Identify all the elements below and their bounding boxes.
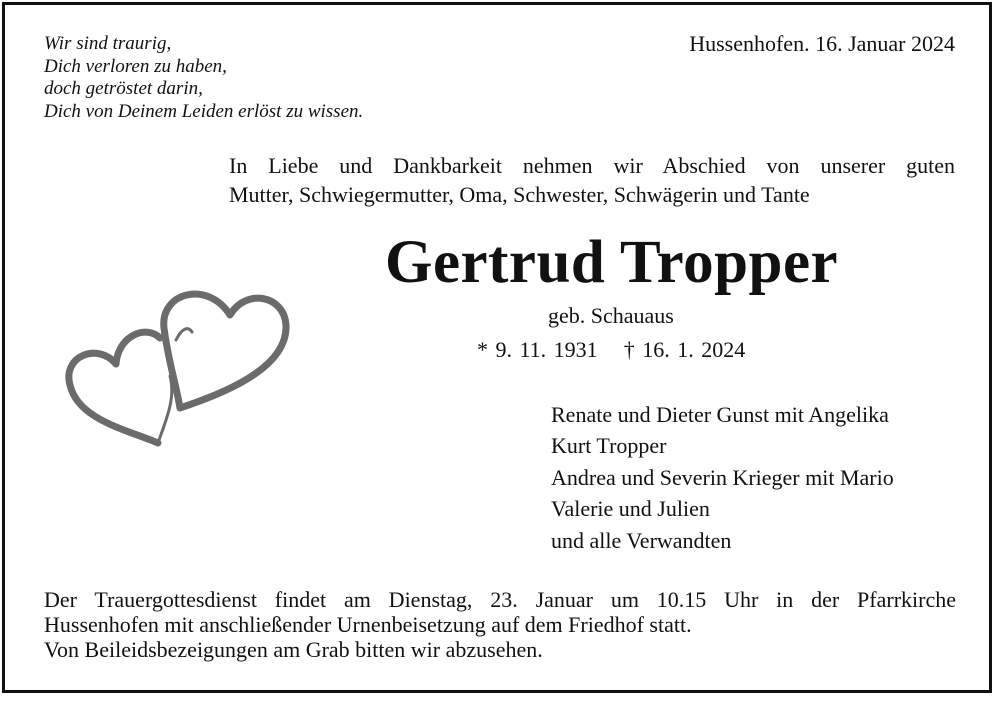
poem-line: Wir sind traurig, [44,33,172,54]
birth-name: geb. Schauaus [548,303,674,328]
poem [44,33,363,123]
mourner-line: Andrea und Severin Krieger mit Mario [551,464,894,490]
intro-text [229,151,955,209]
notice-line: Der Trauergottesdienst findet am Dienstag, 23. Januar um 10.15 Uhr in der Pfarrkirche [44,587,956,612]
left-heart-outline [69,332,160,443]
poem-line: doch getröstet darin, [44,78,203,99]
mourner-line: Valerie und Julien [551,496,710,522]
life-dates [477,337,745,363]
right-heart-outline [164,294,286,408]
mourner-line: und alle Verwandten [551,527,732,553]
death-date: † 16. 1. 2024 [623,337,746,362]
two-hearts-icon [58,280,298,460]
notice-line: Von Beileidsbezeigungen am Grab bitten wir abzusehen. [44,637,543,662]
poem-line: Dich von Deinem Leiden erlöst zu wissen. [44,100,364,122]
mourner-line: Renate und Dieter Gunst mit Angelika [551,402,889,427]
mourner-line: Kurt Tropper [551,433,667,459]
intro-line: In Liebe und Dankbarkeit nehmen wir Abschied von unserer guten [229,153,955,178]
mourners-list [551,399,894,556]
left-heart-inner-stroke [158,376,172,443]
birth-date: * 9. 11. 1931 [477,337,598,362]
service-notice [44,587,956,662]
place-date: Hussenhofen. 16. Januar 2024 [689,31,955,56]
notice-line: Hussenhofen mit anschließender Urnenbeisetzung auf dem Friedhof statt. [44,612,692,637]
intro-line: Mutter, Schwiegermutter, Oma, Schwester, Schwägerin und Tante [229,182,810,207]
poem-line: Dich verloren zu haben, [44,55,227,77]
right-heart-inner-stroke [176,329,192,340]
deceased-name: Gertrud Tropper [385,229,839,296]
